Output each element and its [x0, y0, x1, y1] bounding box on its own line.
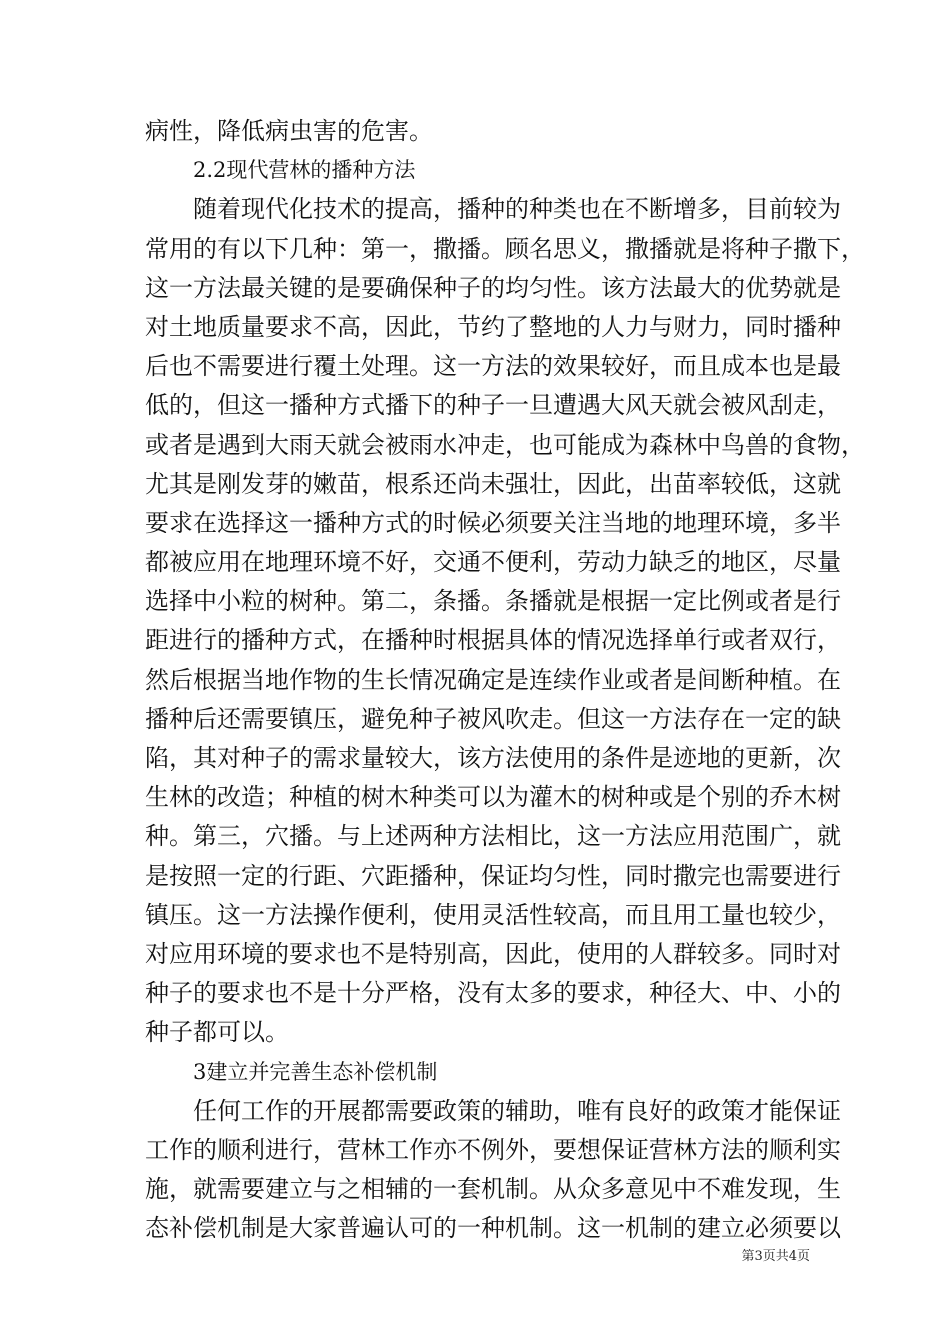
text-line: 后也不需要进行覆土处理。这一方法的效果较好，而且成本也是最	[145, 352, 841, 381]
text-line: 播种后还需要镇压，避免种子被风吹走。但这一方法存在一定的缺	[145, 704, 841, 733]
text-line: 要求在选择这一播种方式的时候必须要关注当地的地理环境，多半	[145, 508, 841, 537]
page-number: 第3页共4页	[741, 1249, 810, 1264]
paragraph-first-line: 任何工作的开展都需要政策的辅助，唯有良好的政策才能保证	[193, 1096, 841, 1125]
text-line: 对应用环境的要求也不是特别高，因此，使用的人群较多。同时对	[145, 939, 841, 968]
text-line: 种。第三，穴播。与上述两种方法相比，这一方法应用范围广，就	[145, 822, 841, 851]
text-line: 对土地质量要求不高，因此，节约了整地的人力与财力，同时播种	[145, 312, 841, 341]
text-line: 这一方法最关键的是要确保种子的均匀性。该方法最大的优势就是	[145, 273, 841, 302]
paragraph-first-line: 随着现代化技术的提高，播种的种类也在不断增多，目前较为	[193, 195, 841, 224]
text-line: 距进行的播种方式，在播种时根据具体的情况选择单行或者双行，	[145, 626, 841, 655]
text-line: 病性，降低病虫害的危害。	[145, 117, 433, 145]
text-line: 陷，其对种子的需求量较大，该方法使用的条件是迹地的更新，次	[145, 744, 841, 772]
text-line: 工作的顺利进行，营林工作亦不例外，要想保证营林方法的顺利实	[145, 1135, 841, 1164]
text-line: 生林的改造；种植的树木种类可以为灌木的树种或是个别的乔木树	[145, 783, 841, 812]
text-line: 低的，但这一播种方式播下的种子一旦遭遇大风天就会被风刮走，	[145, 391, 841, 420]
text-line: 镇压。这一方法操作便利，使用灵活性较高，而且用工量也较少，	[145, 900, 841, 929]
document-body	[145, 112, 865, 1248]
text-line: 是按照一定的行距、穴距播种，保证均匀性，同时撒完也需要进行	[145, 861, 841, 890]
text-line: 尤其是刚发芽的嫩苗，根系还尚未强壮，因此，出苗率较低，这就	[145, 469, 841, 498]
section-heading: 2.2现代营林的播种方法	[193, 158, 416, 183]
text-line: 态补偿机制是大家普遍认可的一种机制。这一机制的建立必须要以	[145, 1214, 841, 1243]
text-line: 施，就需要建立与之相辅的一套机制。从众多意见中不难发现，生	[145, 1175, 841, 1204]
text-line: 种子的要求也不是十分严格，没有太多的要求，种径大、中、小的	[145, 979, 841, 1008]
text-line: 或者是遇到大雨天就会被雨水冲走，也可能成为森林中鸟兽的食物，	[145, 430, 865, 459]
text-line: 常用的有以下几种：第一，撒播。顾名思义，撒播就是将种子撒下，	[145, 234, 865, 263]
section-heading: 3建立并完善生态补偿机制	[193, 1059, 438, 1084]
text-line: 都被应用在地理环境不好，交通不便利，劳动力缺乏的地区，尽量	[145, 548, 841, 577]
text-line: 选择中小粒的树种。第二，条播。条播就是根据一定比例或者是行	[145, 587, 841, 616]
text-line: 种子都可以。	[145, 1018, 289, 1047]
text-line: 然后根据当地作物的生长情况确定是连续作业或者是间断种植。在	[145, 665, 841, 694]
